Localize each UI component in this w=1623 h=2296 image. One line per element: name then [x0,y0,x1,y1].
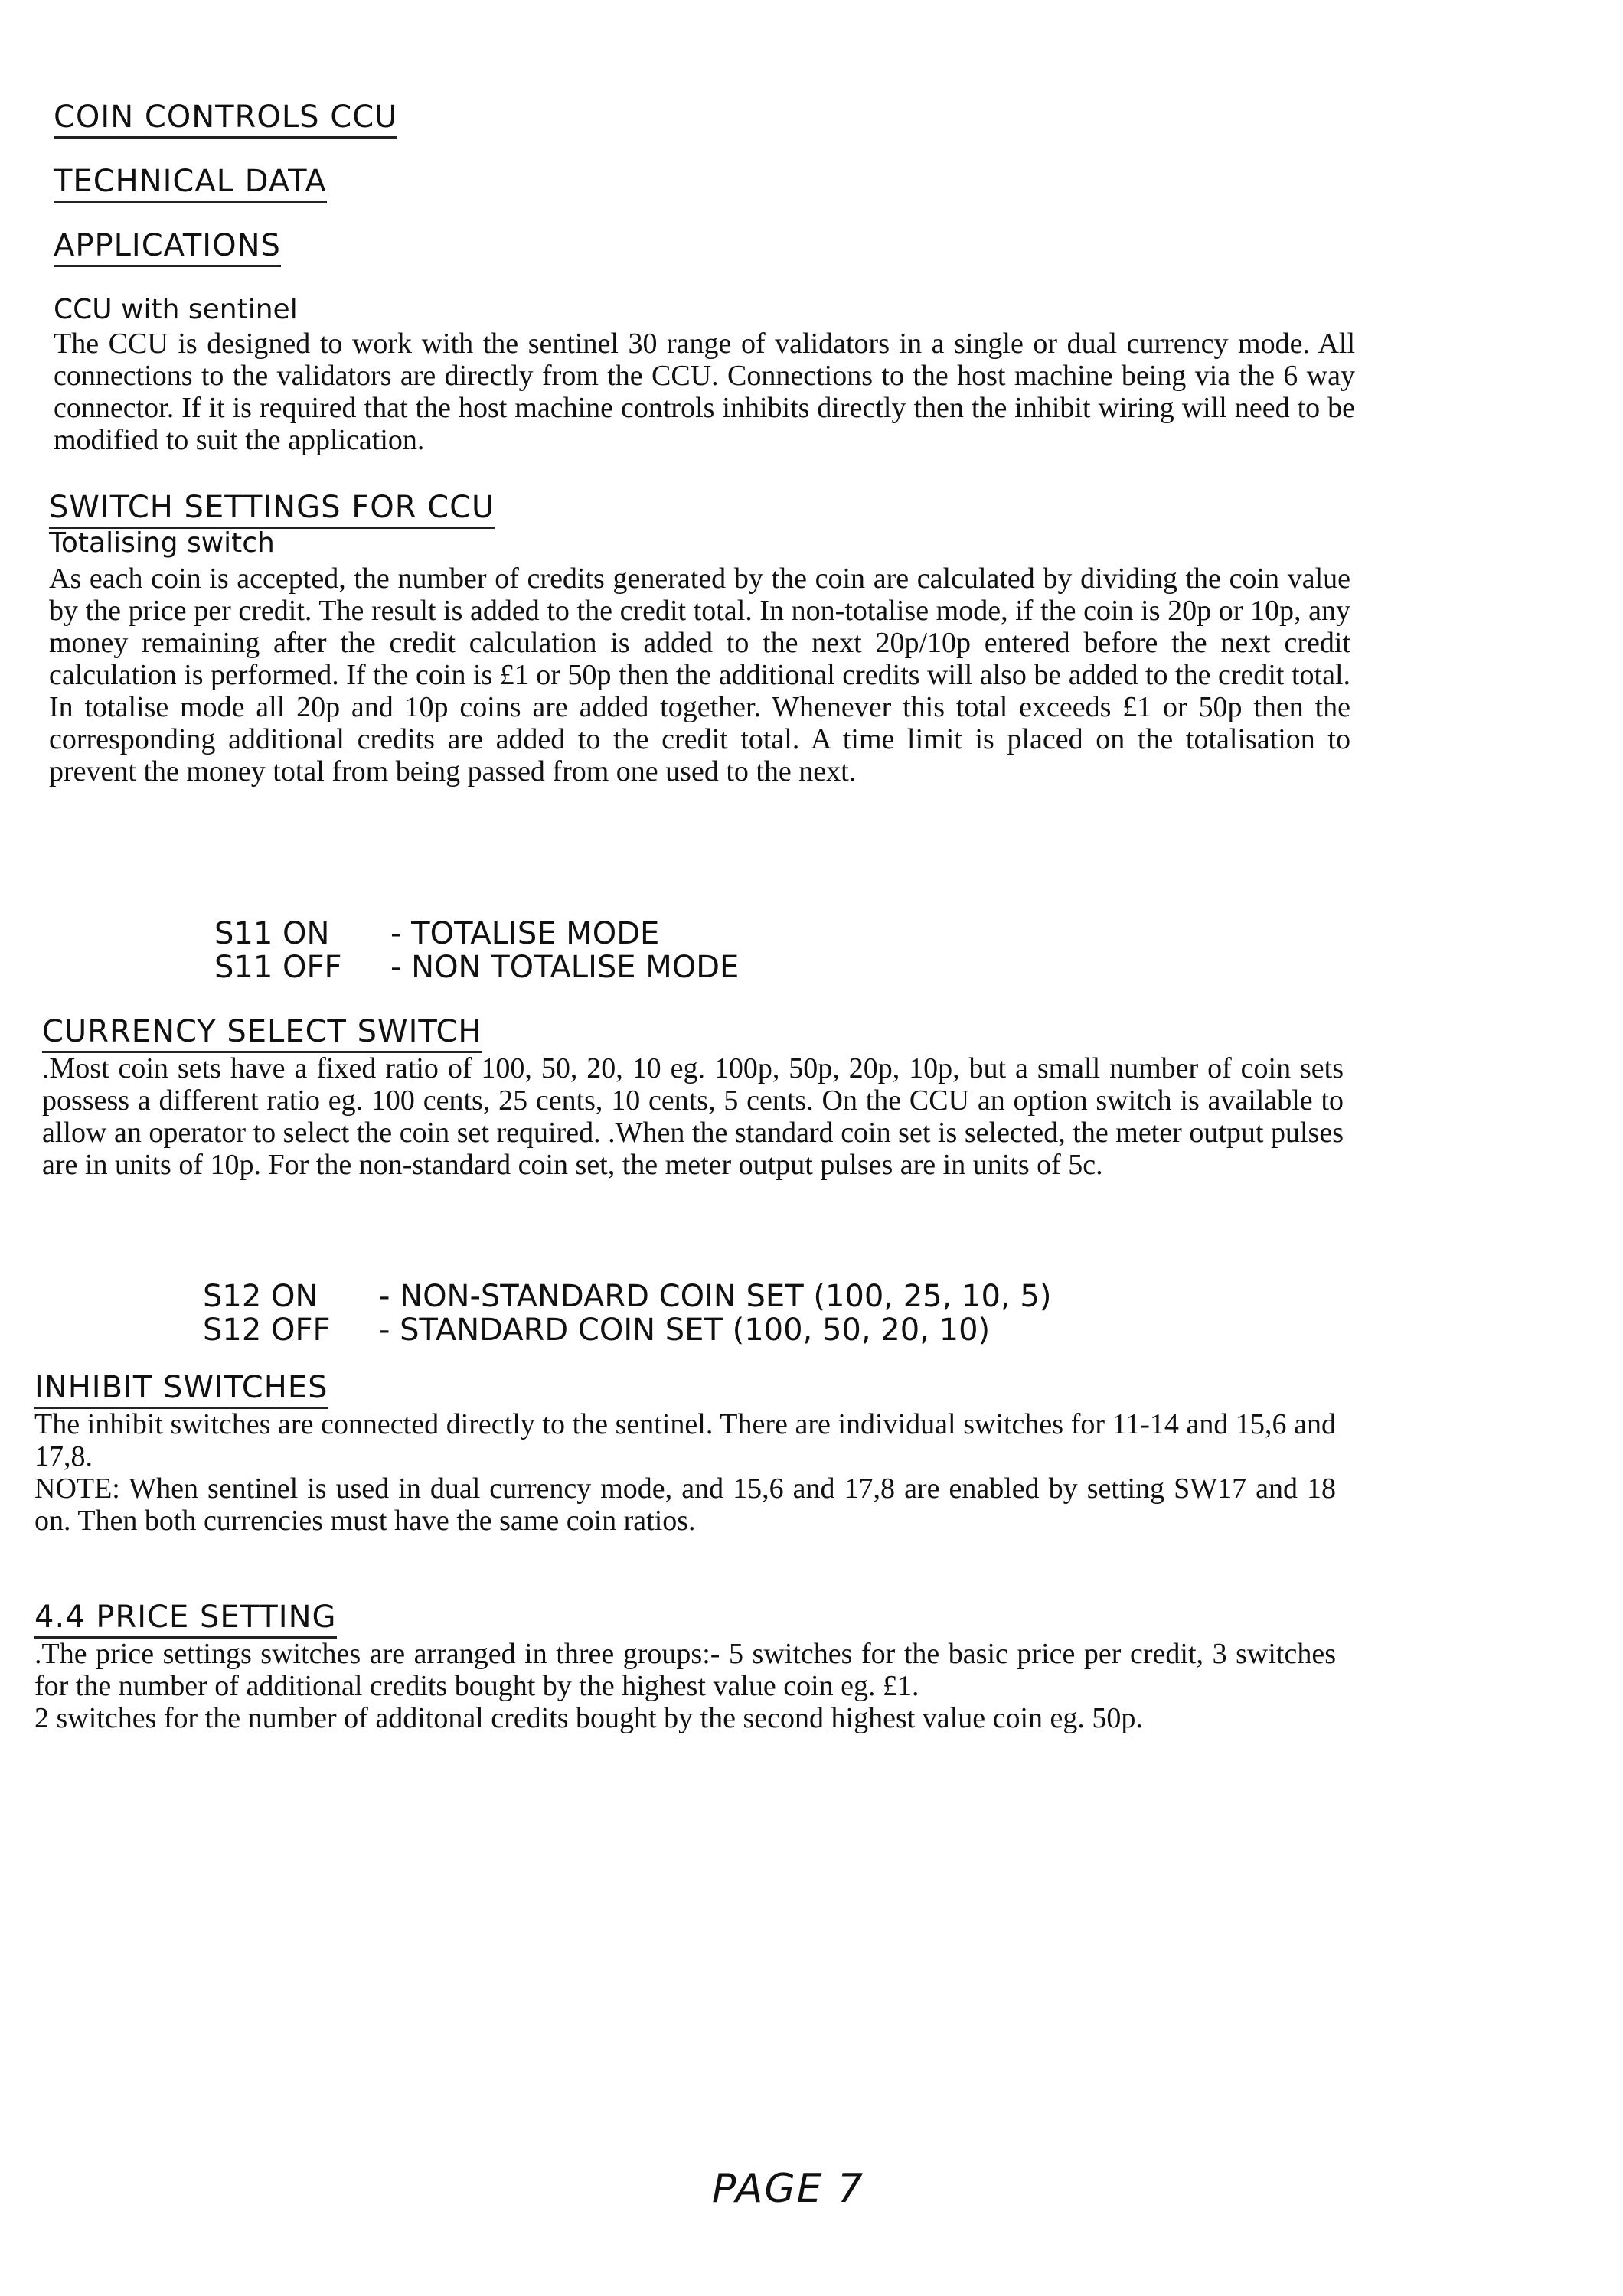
price-text: .The price settings switches are arranged in three groups:- 5 switches for the basic price per credit, 3 switches for the number of additional credits bought by the highest value coin eg. £1. [34,1638,1336,1702]
applications-paragraph [54,328,1355,456]
setting-code: S11 ON [214,916,330,951]
inhibit-note: NOTE: When sentinel is used in dual currency mode, and 15,6 and 17,8 are enabled by setting SW17 and 18 on. Then both currencies must have the same coin ratios. [34,1473,1336,1537]
price-setting-heading: 4.4 PRICE SETTING [34,1600,337,1639]
setting-row-s12-off [203,1313,990,1347]
setting-row-s11-on [214,917,659,951]
section-title-technical-data: TECHNICAL DATA [54,164,327,203]
totalising-switch-subheading: Totalising switch [49,527,275,559]
price-paragraph [34,1638,1336,1734]
inhibit-text: The inhibit switches are connected directly to the sentinel. There are individual switches for 11-14 and 15,6 and 17,8. [34,1408,1336,1473]
page-number: PAGE 7 [712,2166,865,2212]
inhibit-paragraph [34,1408,1336,1537]
setting-code: S11 OFF [214,950,342,985]
applications-subtitle: CCU with sentinel [54,294,298,325]
totalising-text: As each coin is accepted, the number of credits generated by the coin are calculated by dividing the coin value by the price per credit. The result is added to the credit total. In non-totalise mode, if the coin is 20p or 10p, any money remaining after the credit calculation is added to the next 20p/10p entered before the next credit calculation is performed. If the coin is £1 or 50p then the additional credits will also be added to the credit total. In totalise mode all 20p and 10p coins are added together. Whenever this total exceeds £1 or 50p then the corresponding additional credits are added to the credit total. A time limit is placed on the totalisation to prevent the money total from being passed from one used to the next. [49,563,1350,788]
setting-code: S12 OFF [203,1313,331,1348]
currency-select-heading: CURRENCY SELECT SWITCH [42,1014,482,1053]
price-text-2: 2 switches for the number of additonal credits bought by the second highest value coin eg. 50p. [34,1702,1143,1734]
doc-title: COIN CONTROLS CCU [54,99,397,139]
setting-description: - NON TOTALISE MODE [390,950,740,985]
section-title-applications: APPLICATIONS [54,228,281,267]
currency-paragraph [42,1052,1344,1181]
setting-code: S12 ON [203,1279,318,1314]
totalising-paragraph [49,563,1350,788]
setting-row-s11-off [214,951,739,984]
inhibit-switches-heading: INHIBIT SWITCHES [34,1370,328,1409]
switch-settings-heading: SWITCH SETTINGS FOR CCU [49,490,495,529]
setting-description: - TOTALISE MODE [390,916,660,951]
setting-description: - NON-STANDARD COIN SET (100, 25, 10, 5) [379,1279,1052,1314]
currency-text: .Most coin sets have a fixed ratio of 100, 50, 20, 10 eg. 100p, 50p, 20p, 10p, but a small number of coin sets possess a different ratio eg. 100 cents, 25 cents, 10 cents, 5 cents. On the CCU an option switch is available to allow an operator to select the coin set required. .When the standard coin set is selected, the meter output pulses are in units of 10p. For the non-standard coin set, the meter output pulses are in units of 5c. [42,1052,1344,1181]
setting-row-s12-on [203,1280,1051,1313]
applications-text: The CCU is designed to work with the sentinel 30 range of validators in a single or dual currency mode. All connections to the validators are directly from the CCU. Connections to the host machine being via the 6 way connector. If it is required that the host machine controls inhibits directly then the inhibit wiring will need to be modified to suit the application. [54,328,1355,456]
setting-description: - STANDARD COIN SET (100, 50, 20, 10) [379,1313,991,1348]
